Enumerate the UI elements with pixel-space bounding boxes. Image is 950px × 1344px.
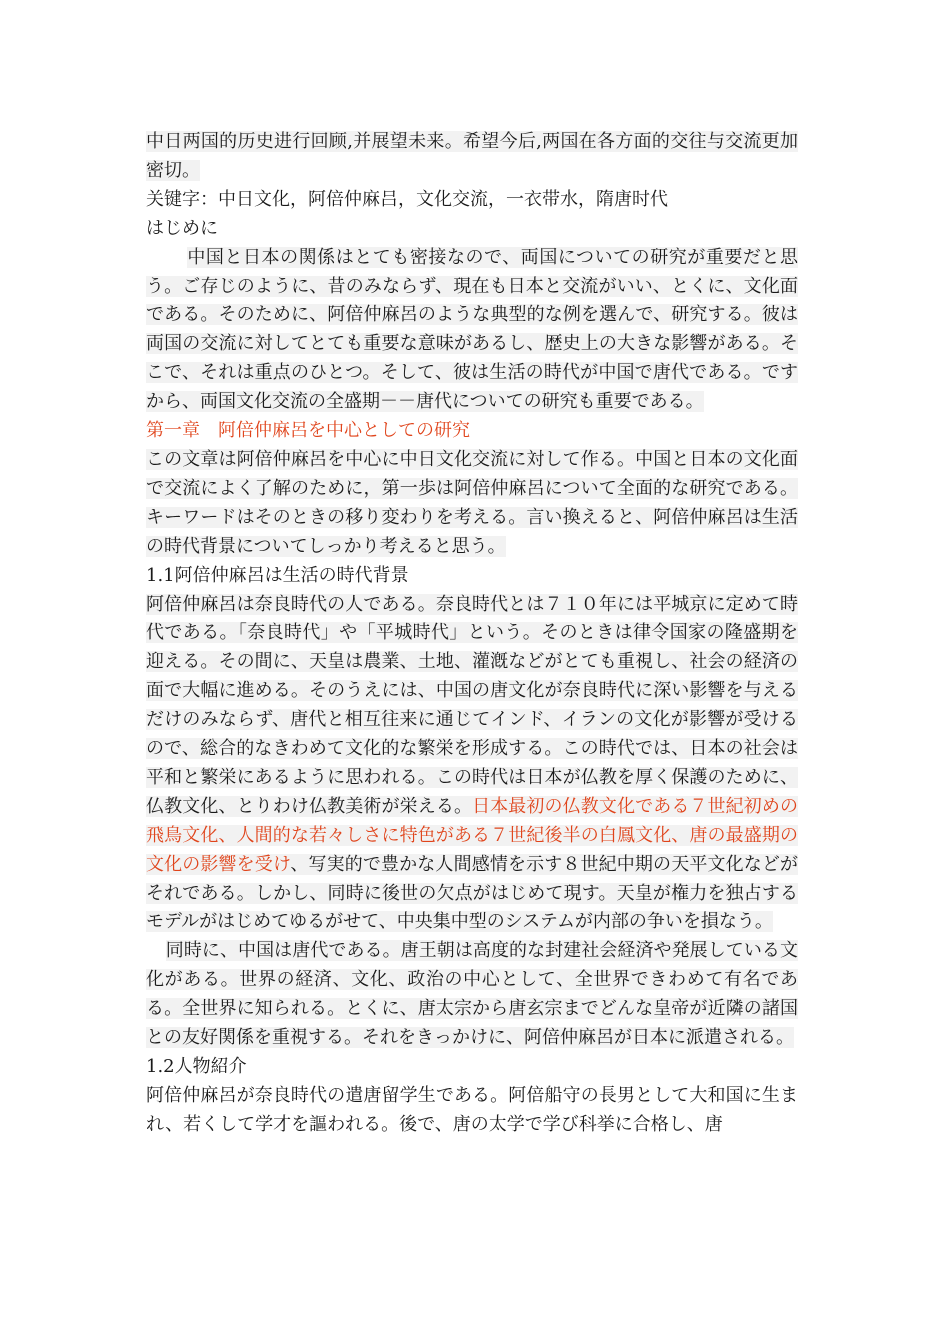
- section1-1-paragraph-2: [146, 937, 798, 1053]
- section1-1-p2-text: 同時に、中国は唐代である。唐王朝は高度的な封建社会経済や発展している文化がある。世界の経済、文化、政治の中心として、全世界できわめて有名である。全世界に知られる。とくに、唐太宗から唐玄宗までどんな皇帝が近隣の諸国との友好関係を重視する。それをきっかけに、阿倍仲麻呂が日本に派遣される。: [146, 940, 798, 1049]
- intro-paragraph: [146, 244, 798, 417]
- section1-1-p1-part-b: 、写実的で豊かな人間感情を示す８世紀中期の天平文化などがそれである。しかし、同時に後世の欠点がはじめて現す。天皇が権力を独占するモデルがはじめてゆるがせて、中央集中型のシステムが内部の争いを損なう。: [146, 853, 798, 933]
- chapter1-paragraph: [146, 446, 798, 562]
- chapter1-body: この文章は阿倍仲麻呂を中心に中日文化交流に対して作る。中国と日本の文化面で交流によく了解のために，第一歩は阿倍仲麻呂について全面的な研究である。キーワードはそのときの移り変わりを考える。言い換えると、阿倍仲麻呂は生活の時代背景についてしっかり考えると思う。: [146, 448, 798, 557]
- section1-1-title: 1.1阿倍仲麻呂は生活の時代背景: [146, 564, 409, 586]
- section1-1-paragraph-1: [146, 591, 798, 938]
- document-page: [146, 128, 798, 1140]
- intro-body: 中国と日本の関係はとても密接なので、両国についての研究が重要だと思う。ご存じのように、昔のみならず、現在も日本と交流がいい、とくに、文化面である。そのために、阿倍仲麻呂のような典型的な例を選んで、研究する。彼は両国の交流に対してとても重要な意味があるし、歴史上の大きな影響がある。そこで、それは重点のひとつ。そして、彼は生活の時代が中国で唐代である。ですから、両国文化交流の全盛期－－唐代についての研究も重要である。: [146, 246, 798, 413]
- section1-1-p1-part-a: 阿倍仲麻呂は奈良時代の人である。奈良時代とは７１０年には平城京に定めて時代である。「奈良時代」や「平城時代」という。そのときは律令国家の隆盛期を迎える。その間に、天皇は農業、土地、灌漑などがとても重視し、社会の経済の面で大幅に進める。そのうえには、中国の唐文化が奈良時代に深い影響を与えるだけのみならず、唐代と相互往来に通じてインド、イランの文化が影響が受けるので、総合的なきわめて文化的な繁栄を形成する。この時代では、日本の社会は平和と繁栄にあるように思われる。この時代は日本が仏教を厚く保護のために、仏教文化、とりわけ仏教美術が栄える。: [146, 593, 798, 817]
- intro-title: はじめに: [146, 217, 218, 239]
- keywords-line: 关键字：中日文化，阿倍仲麻吕，文化交流，一衣带水，隋唐时代: [146, 188, 668, 210]
- section1-2-paragraph: 阿倍仲麻呂が奈良時代の遣唐留学生である。阿倍船守の長男として大和国に生まれ、若くして学才を謳われる。後で、唐の太学で学び科挙に合格し、唐: [146, 1084, 798, 1135]
- chapter1-title: 第一章 阿倍仲麻呂を中心としての研究: [146, 420, 470, 442]
- section1-1-p1-highlight: 日本最初の仏教文化である７世紀初めの飛鳥文化、人間的な若々しさに特色がある７世紀後半の白鳳文化、唐の最盛期の文化の影響を受け: [146, 795, 799, 875]
- abstract-text: 中日两国的历史进行回顾,并展望未来。希望今后,两国在各方面的交往与交流更加密切。: [146, 131, 798, 181]
- section1-2-title: 1.2人物紹介: [146, 1056, 247, 1077]
- abstract-tail: [146, 128, 798, 186]
